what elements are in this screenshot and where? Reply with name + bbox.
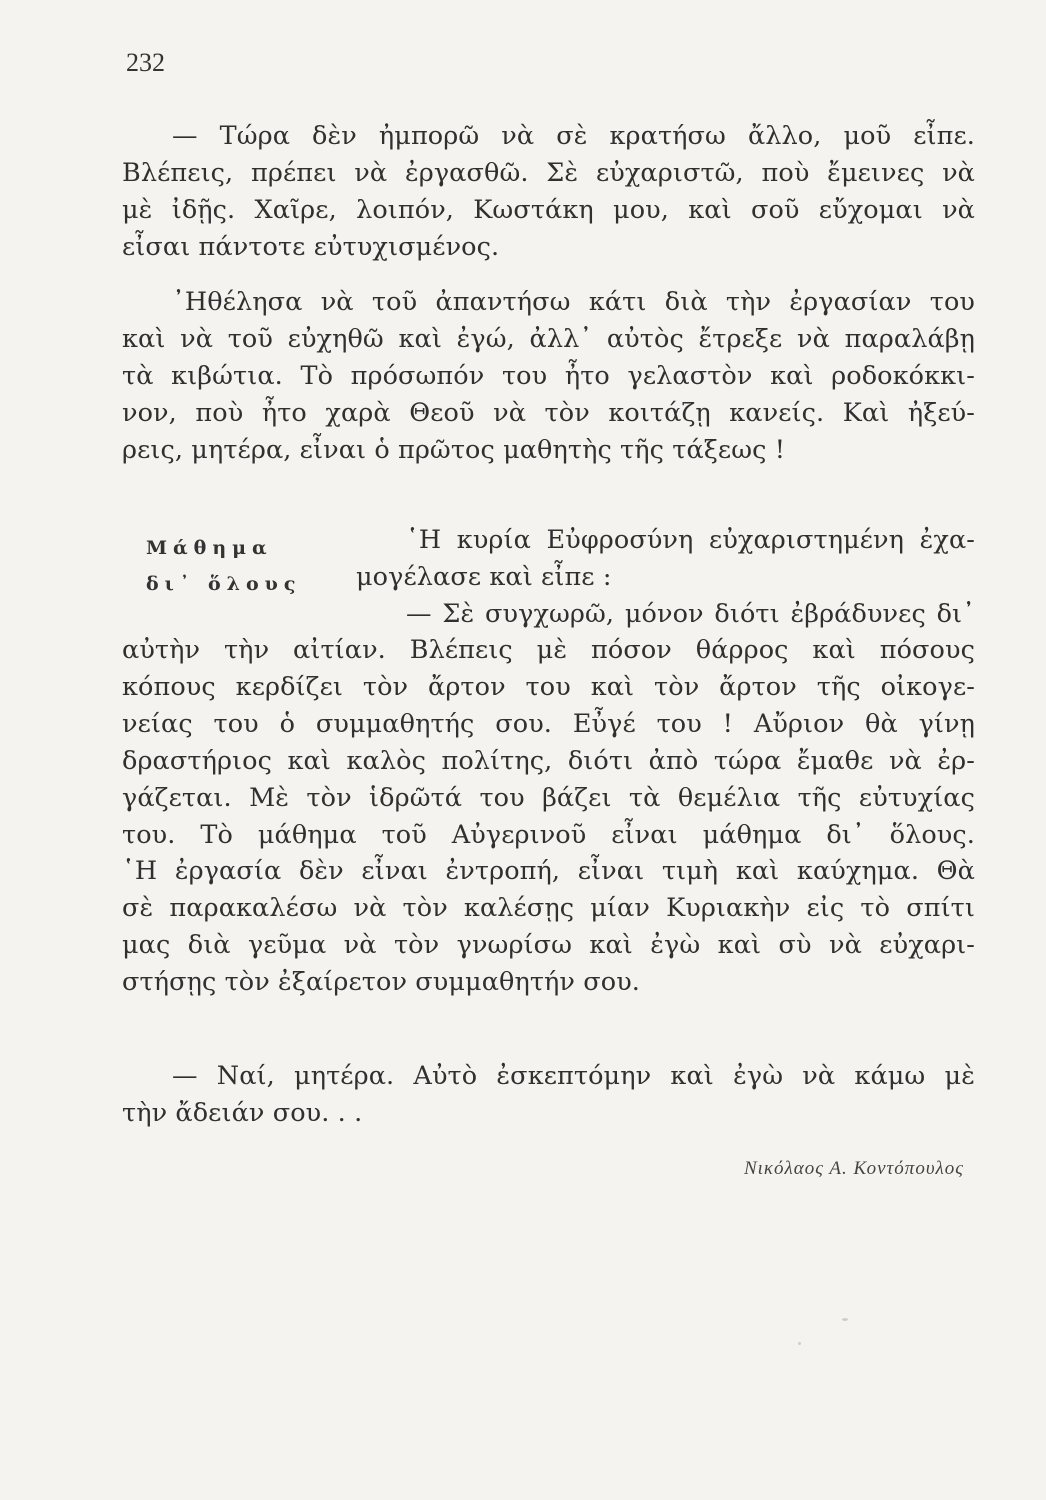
text-line: ῾Η κυρία Εὐφροσύνη εὐχαριστημένη ἐχα- [406, 525, 975, 555]
text-line: ῾Η ἐργασία δὲν εἶναι ἐντροπή, εἶναι τιμὴ καὶ καύχημα. Θὰ [122, 856, 975, 887]
text-line: — Ναί, μητέρα. Αὐτὸ ἐσκεπτόμην καὶ ἐγὼ νὰ κάμω μὲ [172, 1061, 975, 1091]
text-line: του. Τὸ μάθημα τοῦ Αὐγερινοῦ εἶναι μάθημα δι᾿ ὅλους. [122, 819, 975, 850]
margin-heading-line: δι᾿ ὅλους [146, 573, 302, 595]
text-line: τὰ κιβώτια. Τὸ πρόσωπόν του ἦτο γελαστὸν καὶ ροδοκόκκι- [122, 360, 975, 391]
text-line: στήσῃς τὸν ἐξαίρετον συμμαθητήν σου. [122, 967, 641, 998]
text-line: — Τώρα δὲν ἠμπορῶ νὰ σὲ κρατήσω ἄλλο, μοῦ εἶπε. [172, 121, 975, 151]
text-line: μογέλασε καὶ εἶπε : [356, 561, 612, 592]
paragraph-mother-speech [122, 632, 975, 1001]
text-line: νον, ποὺ ἦτο χαρὰ Θεοῦ νὰ τὸν κοιτάζῃ κανείς. Καὶ ἠξεύ- [122, 397, 975, 428]
text-line: κόπους κερδίζει τὸν ἄρτον του καὶ τὸν ἄρτον τῆς οἰκογε- [122, 671, 975, 702]
text-line: ρεις, μητέρα, εἶναι ὁ πρῶτος μαθητὴς τῆς τάξεως ! [122, 434, 786, 465]
margin-heading-line: Μάθημα [146, 537, 273, 559]
text-line: αὐτὴν τὴν αἰτίαν. Βλέπεις μὲ πόσον θάρρος καὶ πόσους [122, 635, 975, 665]
text-line: γάζεται. Μὲ τὸν ἱδρῶτά του βάζει τὰ θεμέλια τῆς εὐτυχίας [122, 782, 975, 813]
paper-speck [798, 1342, 801, 1345]
margin-heading [146, 530, 301, 602]
paragraph-narration [122, 284, 975, 469]
text-line: δραστήριος καὶ καλὸς πολίτης, διότι ἀπὸ τώρα ἔμαθε νὰ ἐρ- [122, 745, 975, 776]
page-number: 232 [126, 48, 165, 77]
paper-speck [842, 1318, 848, 1321]
paragraph-farewell [122, 118, 975, 266]
text-line: μας διὰ γεῦμα νὰ τὸν γνωρίσω καὶ ἐγὼ καὶ σὺ νὰ εὐχαρι- [122, 930, 975, 961]
text-line: σὲ παρακαλέσω νὰ τὸν καλέσῃς μίαν Κυριακὴν εἰς τὸ σπίτι [122, 893, 975, 924]
text-line: τὴν ἄδειάν σου. . . [122, 1097, 363, 1128]
author-signature: Νικόλαος Α. Κοντόπουλος [743, 1158, 964, 1179]
text-line: εἶσαι πάντοτε εὐτυχισμένος. [122, 231, 500, 262]
paragraph-son-reply [122, 1058, 975, 1132]
text-line: μὲ ἰδῇς. Χαῖρε, λοιπόν, Κωστάκη μου, καὶ σοῦ εὔχομαι νὰ [122, 194, 975, 225]
text-line: καὶ νὰ τοῦ εὐχηθῶ καὶ ἐγώ, ἀλλ᾿ αὐτὸς ἔτρεξε νὰ παραλάβῃ [122, 323, 975, 354]
text-line: νείας του ὁ συμμαθητής σου. Εὖγέ του ! Αὔριον θὰ γίνῃ [122, 708, 975, 739]
text-line: Βλέπεις, πρέπει νὰ ἐργασθῶ. Σὲ εὐχαριστῶ, ποὺ ἔμεινες νὰ [122, 157, 975, 188]
text-line: ᾿Ηθέλησα νὰ τοῦ ἀπαντήσω κάτι διὰ τὴν ἐργασίαν του [172, 287, 975, 317]
paragraph-mother-reply [356, 522, 975, 633]
text-line: — Σὲ συγχωρῶ, μόνον διότι ἐβράδυνες δι᾿ [406, 598, 975, 629]
